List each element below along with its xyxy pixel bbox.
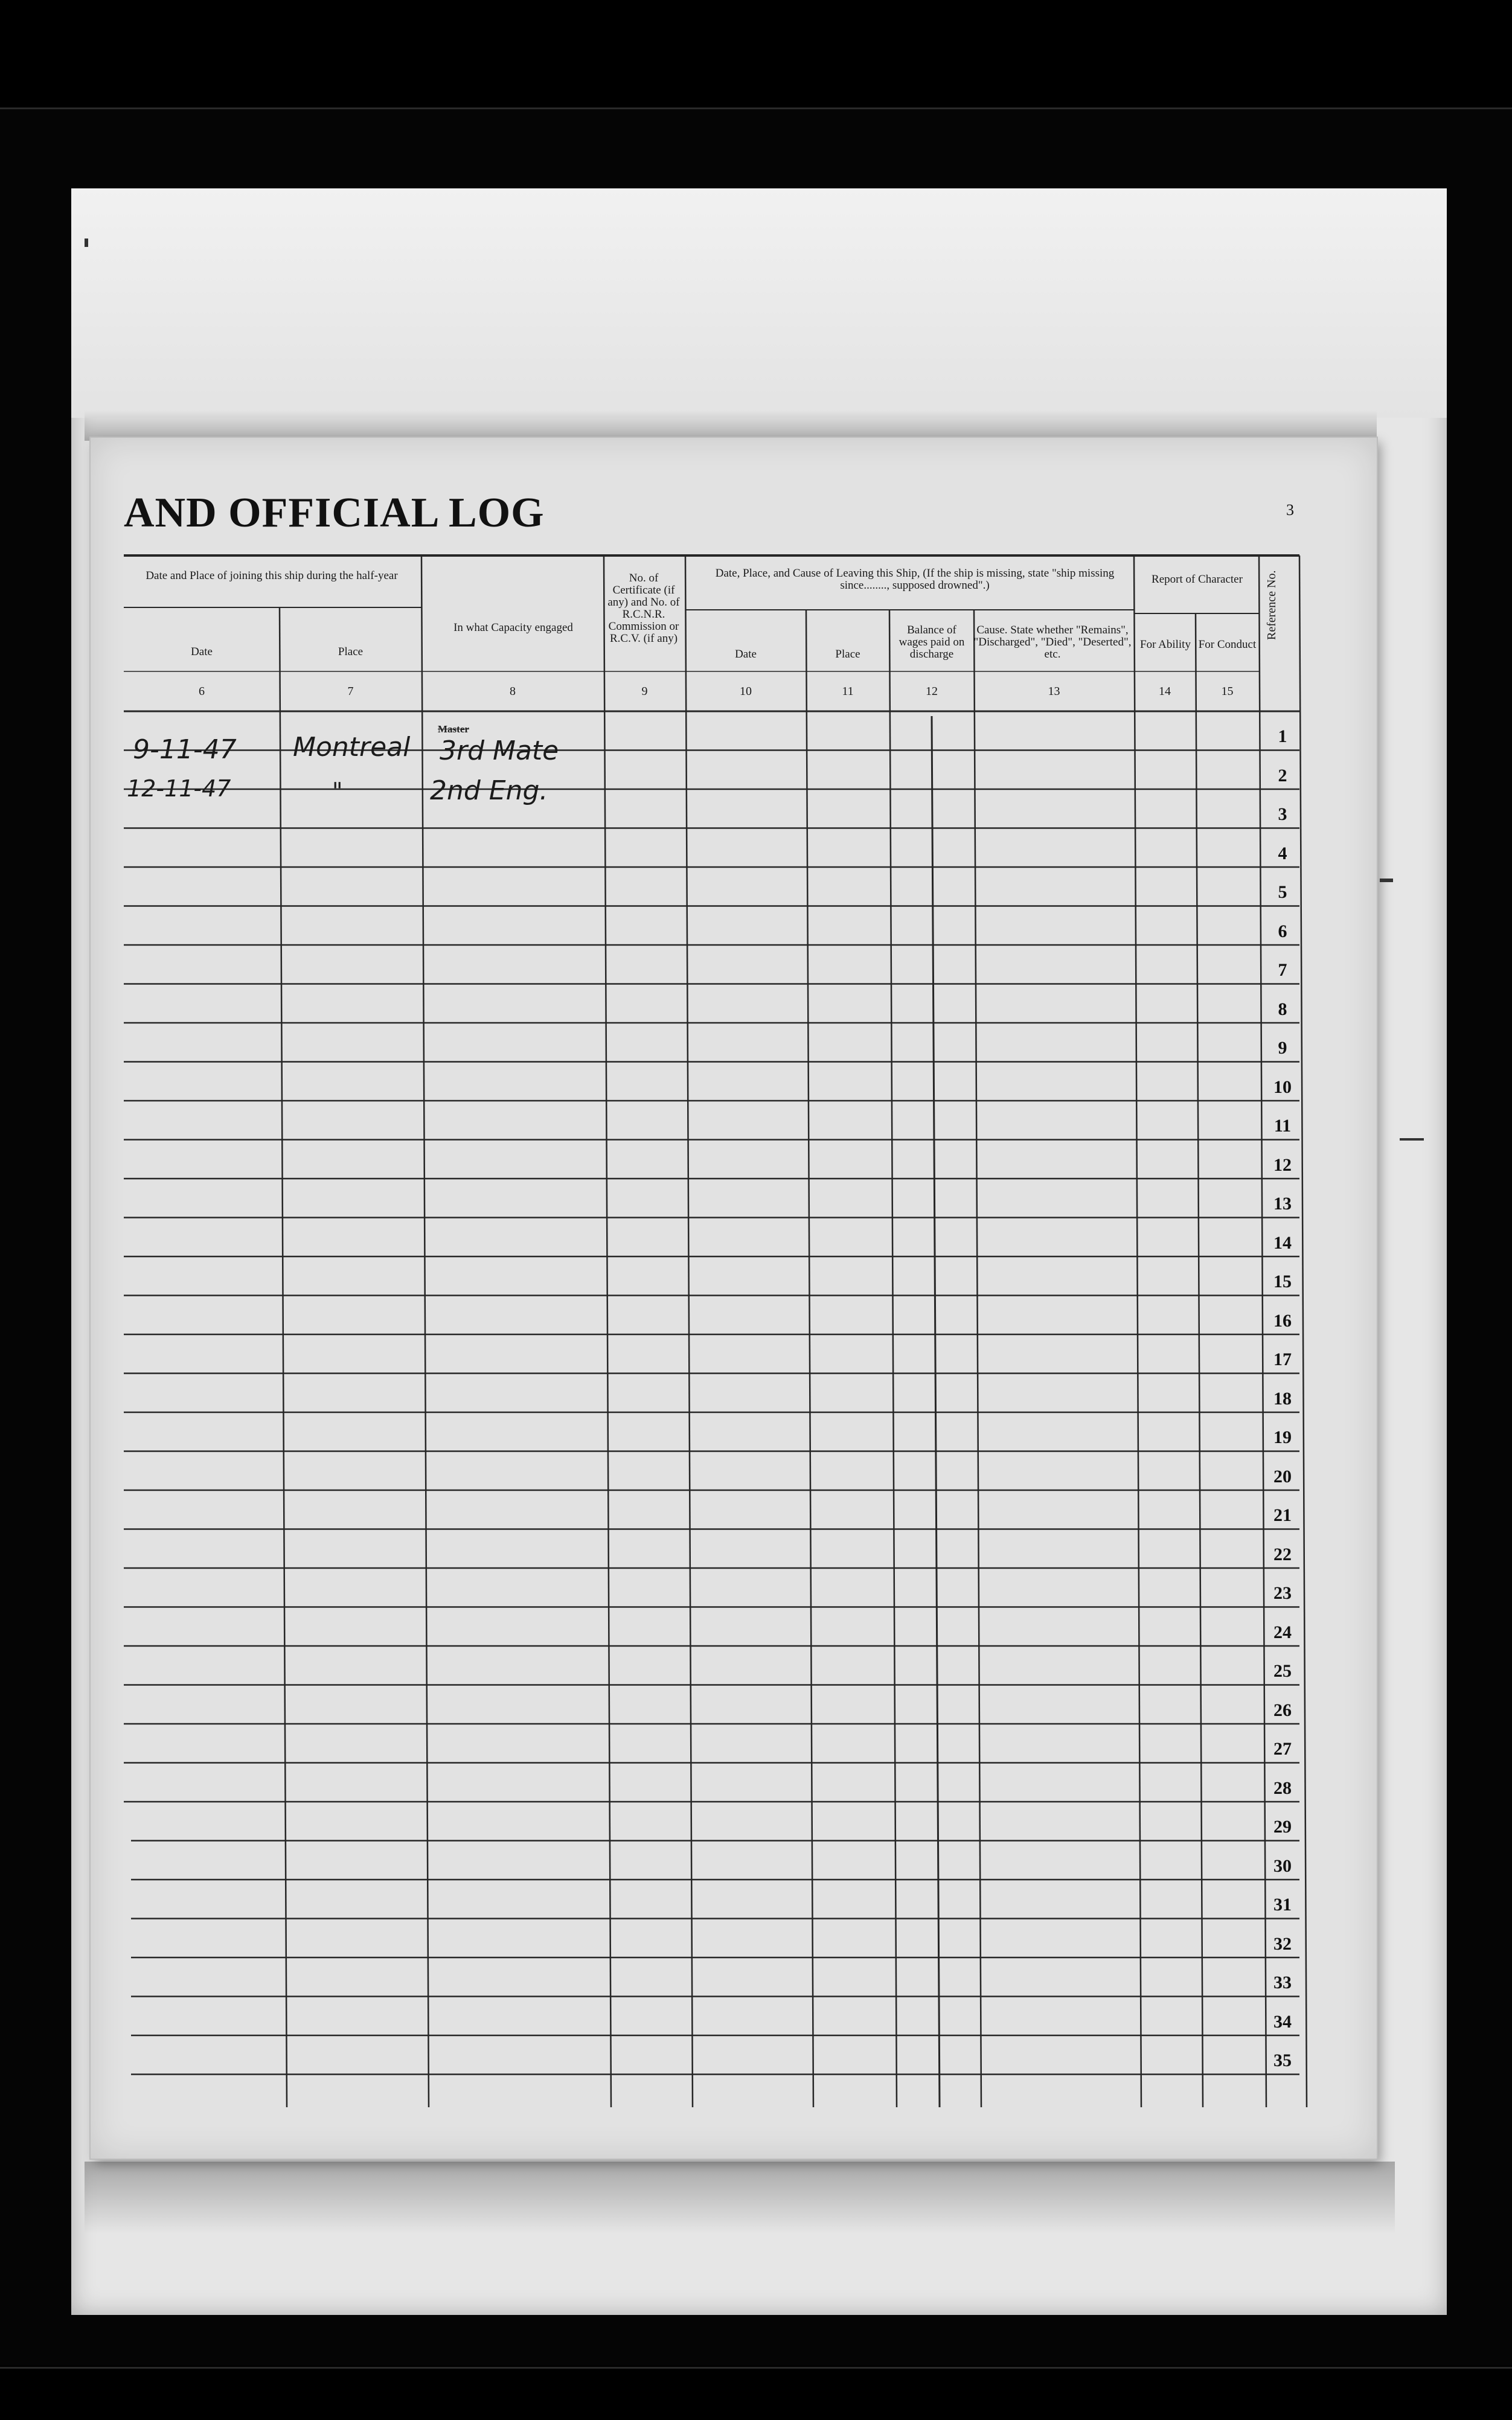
page-title: AND OFFICIAL LOG	[124, 490, 545, 536]
reference-number: 3	[1278, 804, 1287, 824]
header-cause: Cause. State whether "Remains", "Discharged", "Died", "Deserted", etc.	[973, 624, 1132, 661]
entry-1-capacity: 3rd Mate	[440, 735, 559, 766]
column-number-6: 6	[199, 685, 205, 698]
entry-2-place: "	[332, 778, 343, 804]
reference-number: 32	[1273, 1933, 1292, 1954]
reference-number: 2	[1278, 765, 1287, 786]
reference-number: 18	[1273, 1388, 1292, 1409]
reference-number: 35	[1273, 2050, 1292, 2070]
header-join-place: Place	[338, 645, 364, 658]
header-reference: Reference No.	[1265, 570, 1278, 640]
entry-1-place: Montreal	[293, 732, 411, 763]
header-leave-group: Date, Place, and Cause of Leaving this Ship, (If the ship is missing, state "ship missing since........, supposed drowned".)	[715, 567, 1115, 592]
reference-number: 6	[1278, 921, 1287, 941]
entry-2-date: 12-11-47	[127, 775, 231, 802]
header-capacity: In what Capacity engaged	[453, 621, 573, 634]
reference-number: 19	[1273, 1427, 1292, 1447]
reference-number: 33	[1273, 1973, 1292, 1993]
column-number-15: 15	[1221, 685, 1234, 698]
reference-number: 9	[1278, 1038, 1287, 1058]
header-leave-place: Place	[835, 648, 860, 661]
reference-number: 29	[1273, 1817, 1292, 1837]
reference-number: 17	[1273, 1349, 1292, 1369]
reference-number: 14	[1273, 1232, 1292, 1253]
scan-speck	[85, 238, 88, 247]
column-number-12: 12	[926, 685, 938, 698]
header-character-group: Report of Character	[1152, 573, 1243, 586]
column-number-7: 7	[347, 685, 354, 698]
column-number-9: 9	[641, 685, 648, 698]
column-number-8: 8	[510, 685, 516, 698]
reference-number: 5	[1278, 882, 1287, 902]
reference-number: 26	[1273, 1700, 1292, 1720]
reference-number: 27	[1273, 1739, 1292, 1759]
column-number-11: 11	[842, 685, 854, 698]
reference-number: 4	[1278, 843, 1287, 863]
reference-number: 25	[1273, 1661, 1292, 1681]
reference-number: 8	[1278, 999, 1287, 1019]
header-balance: Balance of wages paid on discharge	[899, 624, 965, 661]
reference-number: 16	[1273, 1310, 1292, 1331]
page-number: 3	[1286, 501, 1294, 519]
reference-number: 23	[1273, 1583, 1292, 1603]
reference-number: 22	[1273, 1544, 1292, 1564]
reference-number: 28	[1273, 1778, 1292, 1798]
column-number-13: 13	[1048, 685, 1060, 698]
reference-number: 1	[1278, 726, 1287, 746]
column-number-14: 14	[1159, 685, 1171, 698]
reference-number: 7	[1278, 960, 1287, 980]
reference-number: 11	[1273, 1116, 1292, 1136]
entry-2-capacity: 2nd Eng.	[430, 775, 548, 806]
header-join-date: Date	[191, 645, 213, 658]
struck-master-label: Master	[438, 723, 469, 735]
reference-number: 31	[1273, 1895, 1292, 1915]
reference-number: 10	[1273, 1077, 1292, 1097]
header-certificate: No. of Certificate (if any) and No. of R.C.N.R. Commission or R.C.V. (if any)	[607, 572, 680, 645]
reference-number: 24	[1273, 1622, 1292, 1642]
column-number-10: 10	[740, 685, 752, 698]
header-leave-date: Date	[735, 648, 757, 661]
reference-number: 21	[1273, 1505, 1292, 1525]
reference-number: 34	[1273, 2011, 1292, 2032]
scan-speck	[1400, 1138, 1424, 1141]
reference-number: 12	[1273, 1154, 1292, 1175]
header-join-group: Date and Place of joining this ship during the half-year	[146, 569, 398, 582]
reference-number: 20	[1273, 1466, 1292, 1487]
reference-number: 13	[1273, 1194, 1292, 1214]
header-conduct: For Conduct	[1198, 638, 1257, 651]
reference-number: 30	[1273, 1855, 1292, 1876]
header-ability: For Ability	[1140, 638, 1191, 651]
scan-speck	[1380, 879, 1393, 882]
reference-number: 15	[1273, 1272, 1292, 1292]
entry-1-date: 9-11-47	[133, 734, 237, 765]
